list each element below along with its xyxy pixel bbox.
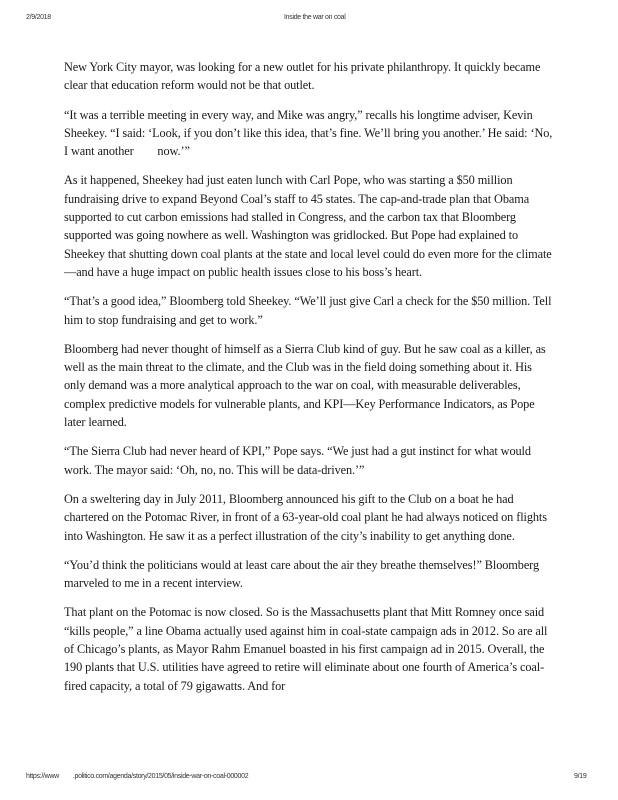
- paragraph: “That’s a good idea,” Bloomberg told Sheekey. “We’ll just give Carl a check for the $50 million. Tell him to stop fundraising and get to work.”: [64, 294, 552, 327]
- page-title: Inside the war on coal: [284, 14, 346, 21]
- article-body: [64, 58, 554, 706]
- paragraph: New York City mayor, was looking for a new outlet for his private philanthropy. It quickly became clear that education reform would not be that outlet.: [64, 60, 541, 93]
- paragraph: “It was a terrible meeting in every way, and Mike was angry,” recalls his longtime adviser, Kevin Sheekey. “I said: ‘Look, if you don’t like this idea, that’s fine. We’ll bring you another.’ He said: ‘No, I want another now.’”: [64, 107, 556, 159]
- print-date: 2/9/2018: [26, 14, 51, 21]
- paragraph: That plant on the Potomac is now closed. So is the Massachusetts plant that Mitt Romney once said “kills people,” a line Obama actually used against him in coal-state campaign ads in 2012. So are all of Chicago’s plants, as Mayor Rahm Emanuel boasted in his first campaign ad in 2015. Overall, the 190 plants that U.S. utilities have agreed to retire will eliminate about one fourth of America’s coal-fired capacity, a total of 79 gigawatts. And for: [64, 605, 548, 693]
- url-prefix: https://www: [26, 773, 59, 780]
- paragraph: Bloomberg had never thought of himself as a Sierra Club kind of guy. But he saw coal as a killer, as well as the main threat to the climate, and the Club was in the field doing something about it. His only demand was a more analytical approach to the war on coal, with measurable deliverables, complex predictive models for vulnerable plants, and KPI—Key Performance Indicators, as Pope later learned.: [64, 341, 546, 430]
- paragraph: “The Sierra Club had never heard of KPI,” Pope says. “We just had a gut instinct for what would work. The mayor said: ‘Oh, no, no. This will be data-driven.’”: [64, 444, 531, 477]
- page-number: 9/19: [574, 773, 587, 780]
- paragraph: “You’d think the politicians would at least care about the air they breathe themselves!” Bloomberg marveled to me in a recent interview.: [64, 557, 540, 591]
- paragraph: As it happened, Sheekey had just eaten lunch with Carl Pope, who was starting a $50 million fundraising drive to expand Beyond Coal’s staff to 45 states. The cap-and-trade plan that Obama supported to cut carbon emissions had stalled in Congress, and the carbon tax that Bloomberg supported was going nowhere as well. Washington was gridlocked. But Pope had explained to Sheekey that shutting down coal plants at the state and local level could do even more for the climate—and have a huge impact on public health issues close to his boss’s heart.: [64, 173, 552, 279]
- source-url[interactable]: [26, 773, 248, 780]
- paragraph: On a sweltering day in July 2011, Bloomberg announced his gift to the Club on a boat he had chartered on the Potomac River, in front of a 63-year-old coal plant he had always noticed on flights into Washington. He saw it as a perfect illustration of the city’s inability to get anything done.: [64, 491, 547, 543]
- url-path: .politico.com/agenda/story/2015/05/inside-war-on-coal-000002: [72, 773, 249, 780]
